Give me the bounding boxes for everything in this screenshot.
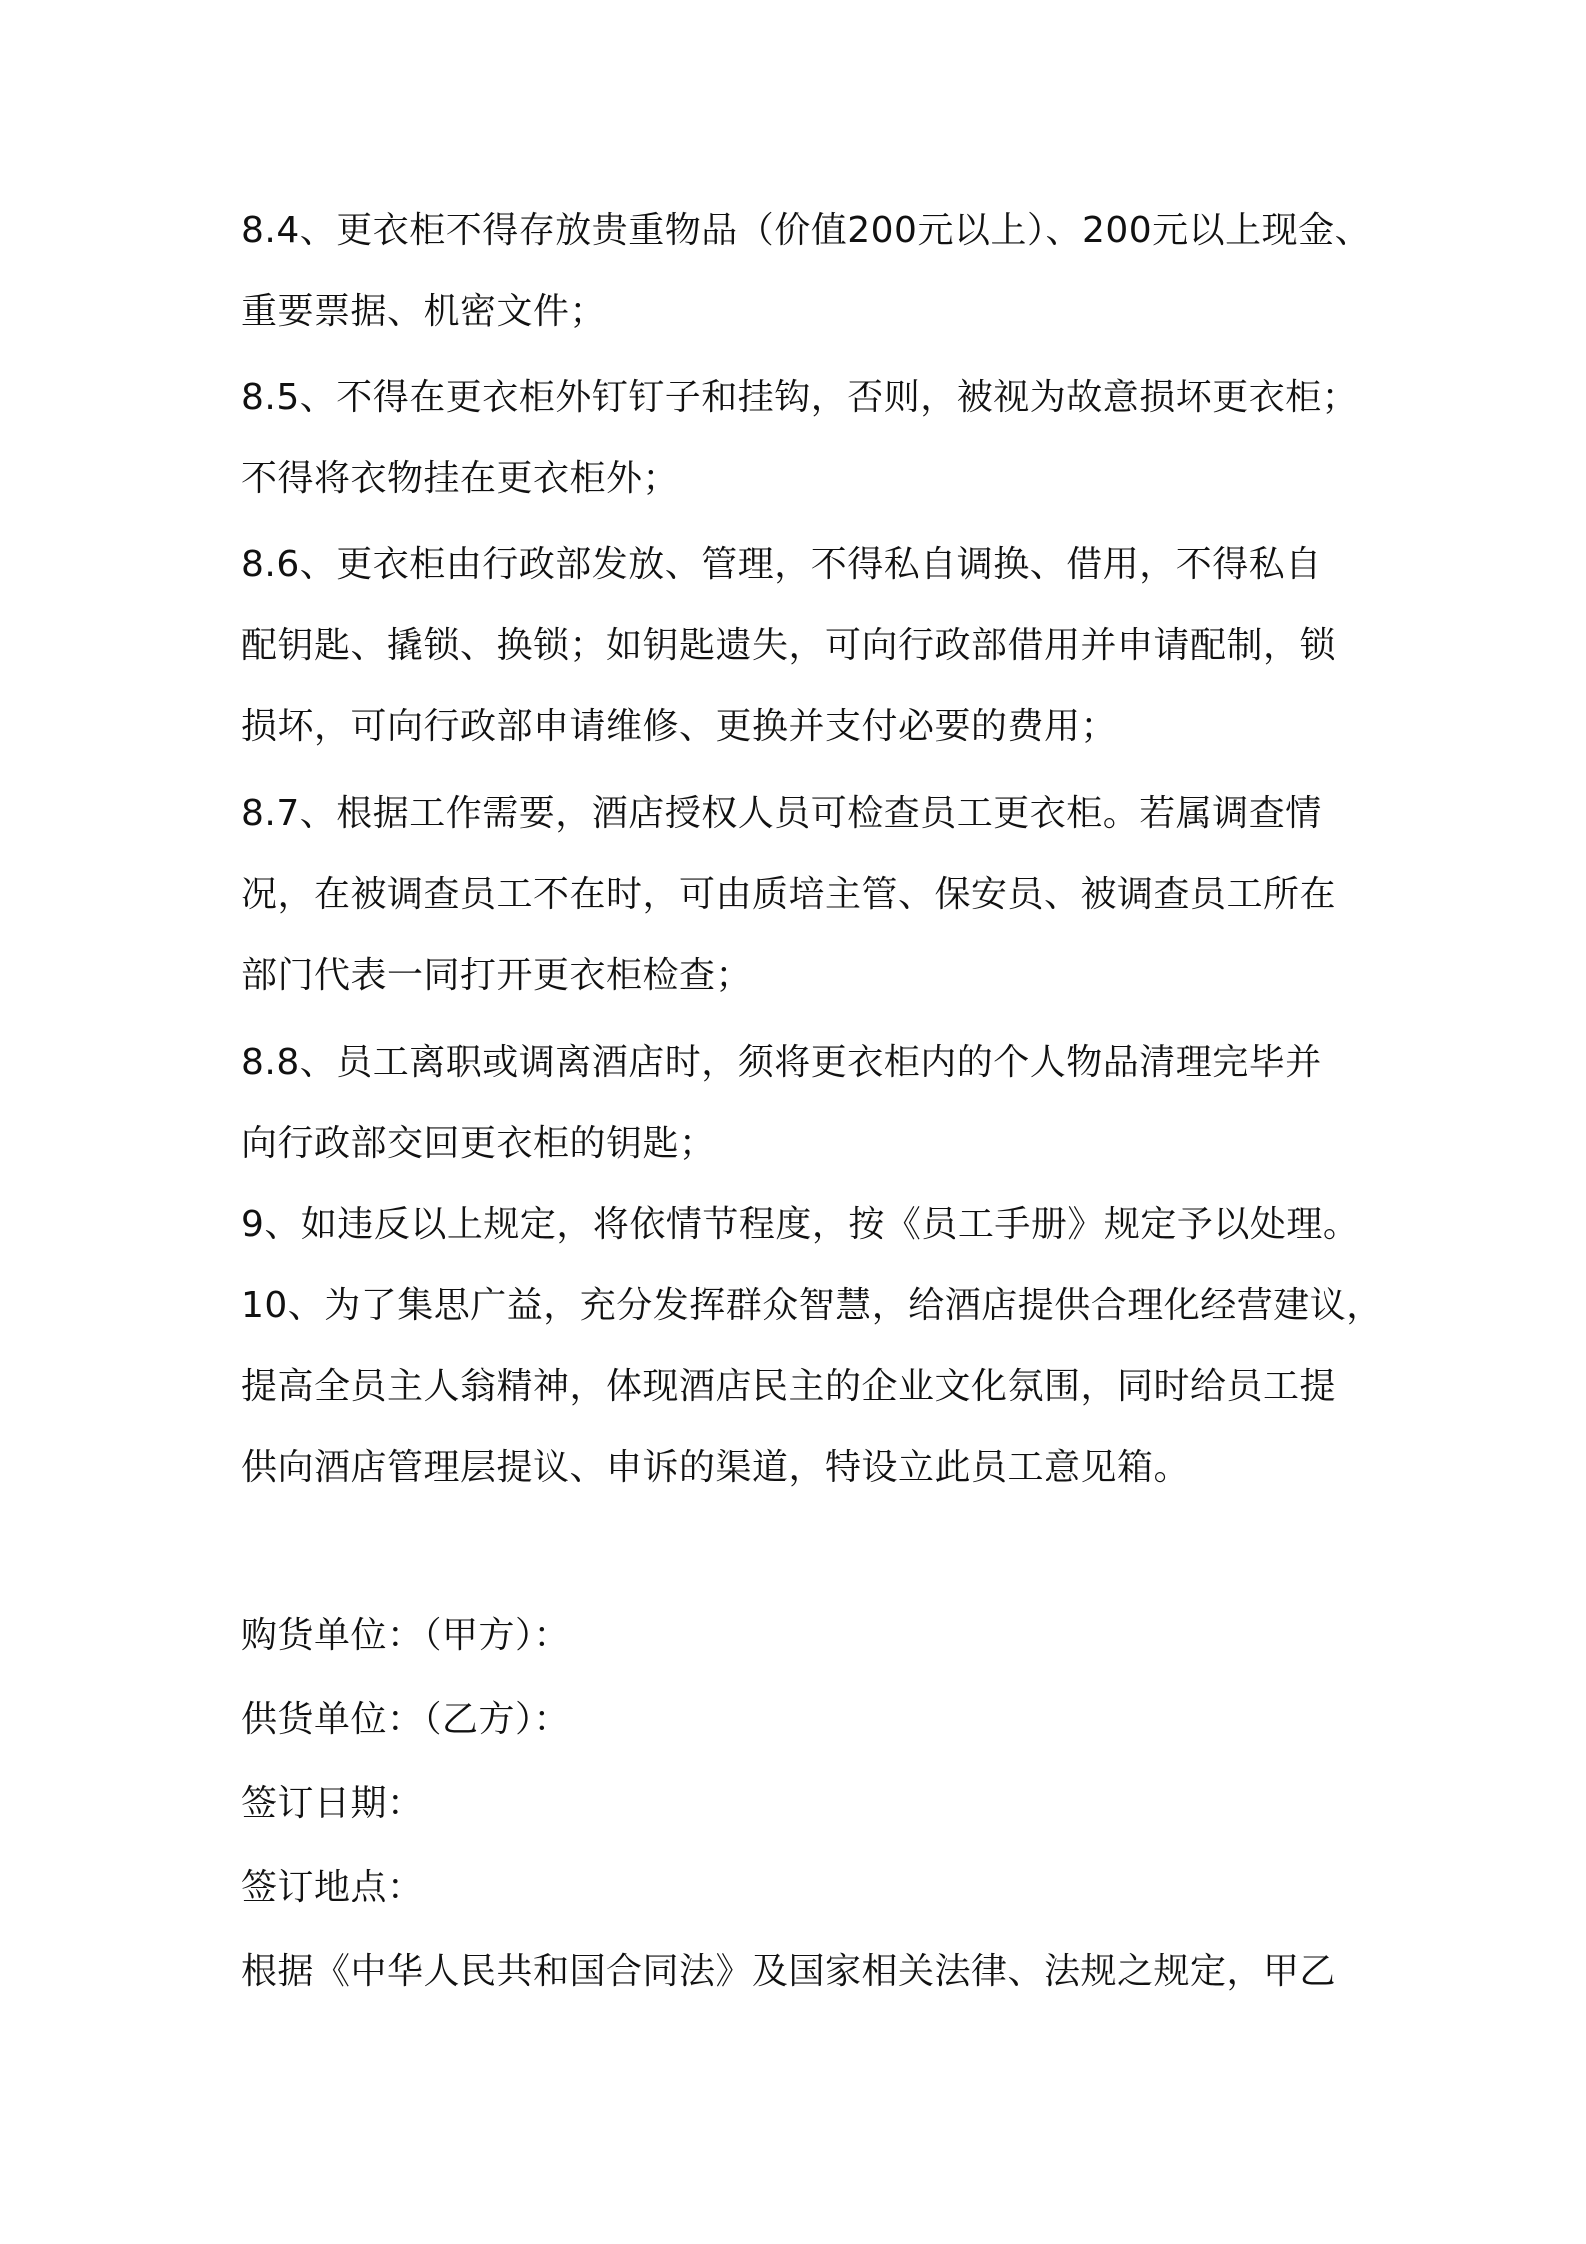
text-line: 供货单位：（乙方）： <box>241 1699 571 1740</box>
text-line: 签订日期： <box>241 1783 424 1824</box>
text-line: 部门代表一同打开更衣柜检查； <box>241 955 753 996</box>
text-line: 不得将衣物挂在更衣柜外； <box>241 458 680 499</box>
text-line: 购货单位：（甲方）： <box>241 1615 571 1656</box>
text-line: 8.7、根据工作需要，酒店授权人员可检查员工更衣柜。若属调查情 <box>241 793 1322 834</box>
text-line: 8.4、更衣柜不得存放贵重物品（价值200元以上）、200元以上现金、 <box>241 210 1372 251</box>
text-line: 8.8、员工离职或调离酒店时，须将更衣柜内的个人物品清理完毕并 <box>241 1042 1322 1083</box>
text-line: 损坏，可向行政部申请维修、更换并支付必要的费用； <box>241 706 1118 747</box>
text-line: 况，在被调查员工不在时，可由质培主管、保安员、被调查员工所在 <box>241 874 1337 915</box>
text-line: 配钥匙、撬锁、换锁；如钥匙遗失，可向行政部借用并申请配制，锁 <box>241 625 1337 666</box>
text-line: 根据《中华人民共和国合同法》及国家相关法律、法规之规定，甲乙 <box>241 1951 1337 1992</box>
text-line: 8.5、不得在更衣柜外钉钉子和挂钩，否则，被视为故意损坏更衣柜； <box>241 377 1359 418</box>
text-line: 签订地点： <box>241 1867 424 1908</box>
text-line: 供向酒店管理层提议、申诉的渠道，特设立此员工意见箱。 <box>241 1447 1191 1488</box>
text-line: 8.6、更衣柜由行政部发放、管理，不得私自调换、借用，不得私自 <box>241 544 1322 585</box>
text-line: 向行政部交回更衣柜的钥匙； <box>241 1123 716 1164</box>
text-line: 提高全员主人翁精神，体现酒店民主的企业文化氛围，同时给员工提 <box>241 1366 1337 1407</box>
text-line: 10、为了集思广益，充分发挥群众智慧，给酒店提供合理化经营建议， <box>241 1285 1383 1326</box>
text-line: 重要票据、机密文件； <box>241 291 607 332</box>
text-line: 9、如违反以上规定，将依情节程度，按《员工手册》规定予以处理。 <box>241 1204 1360 1245</box>
